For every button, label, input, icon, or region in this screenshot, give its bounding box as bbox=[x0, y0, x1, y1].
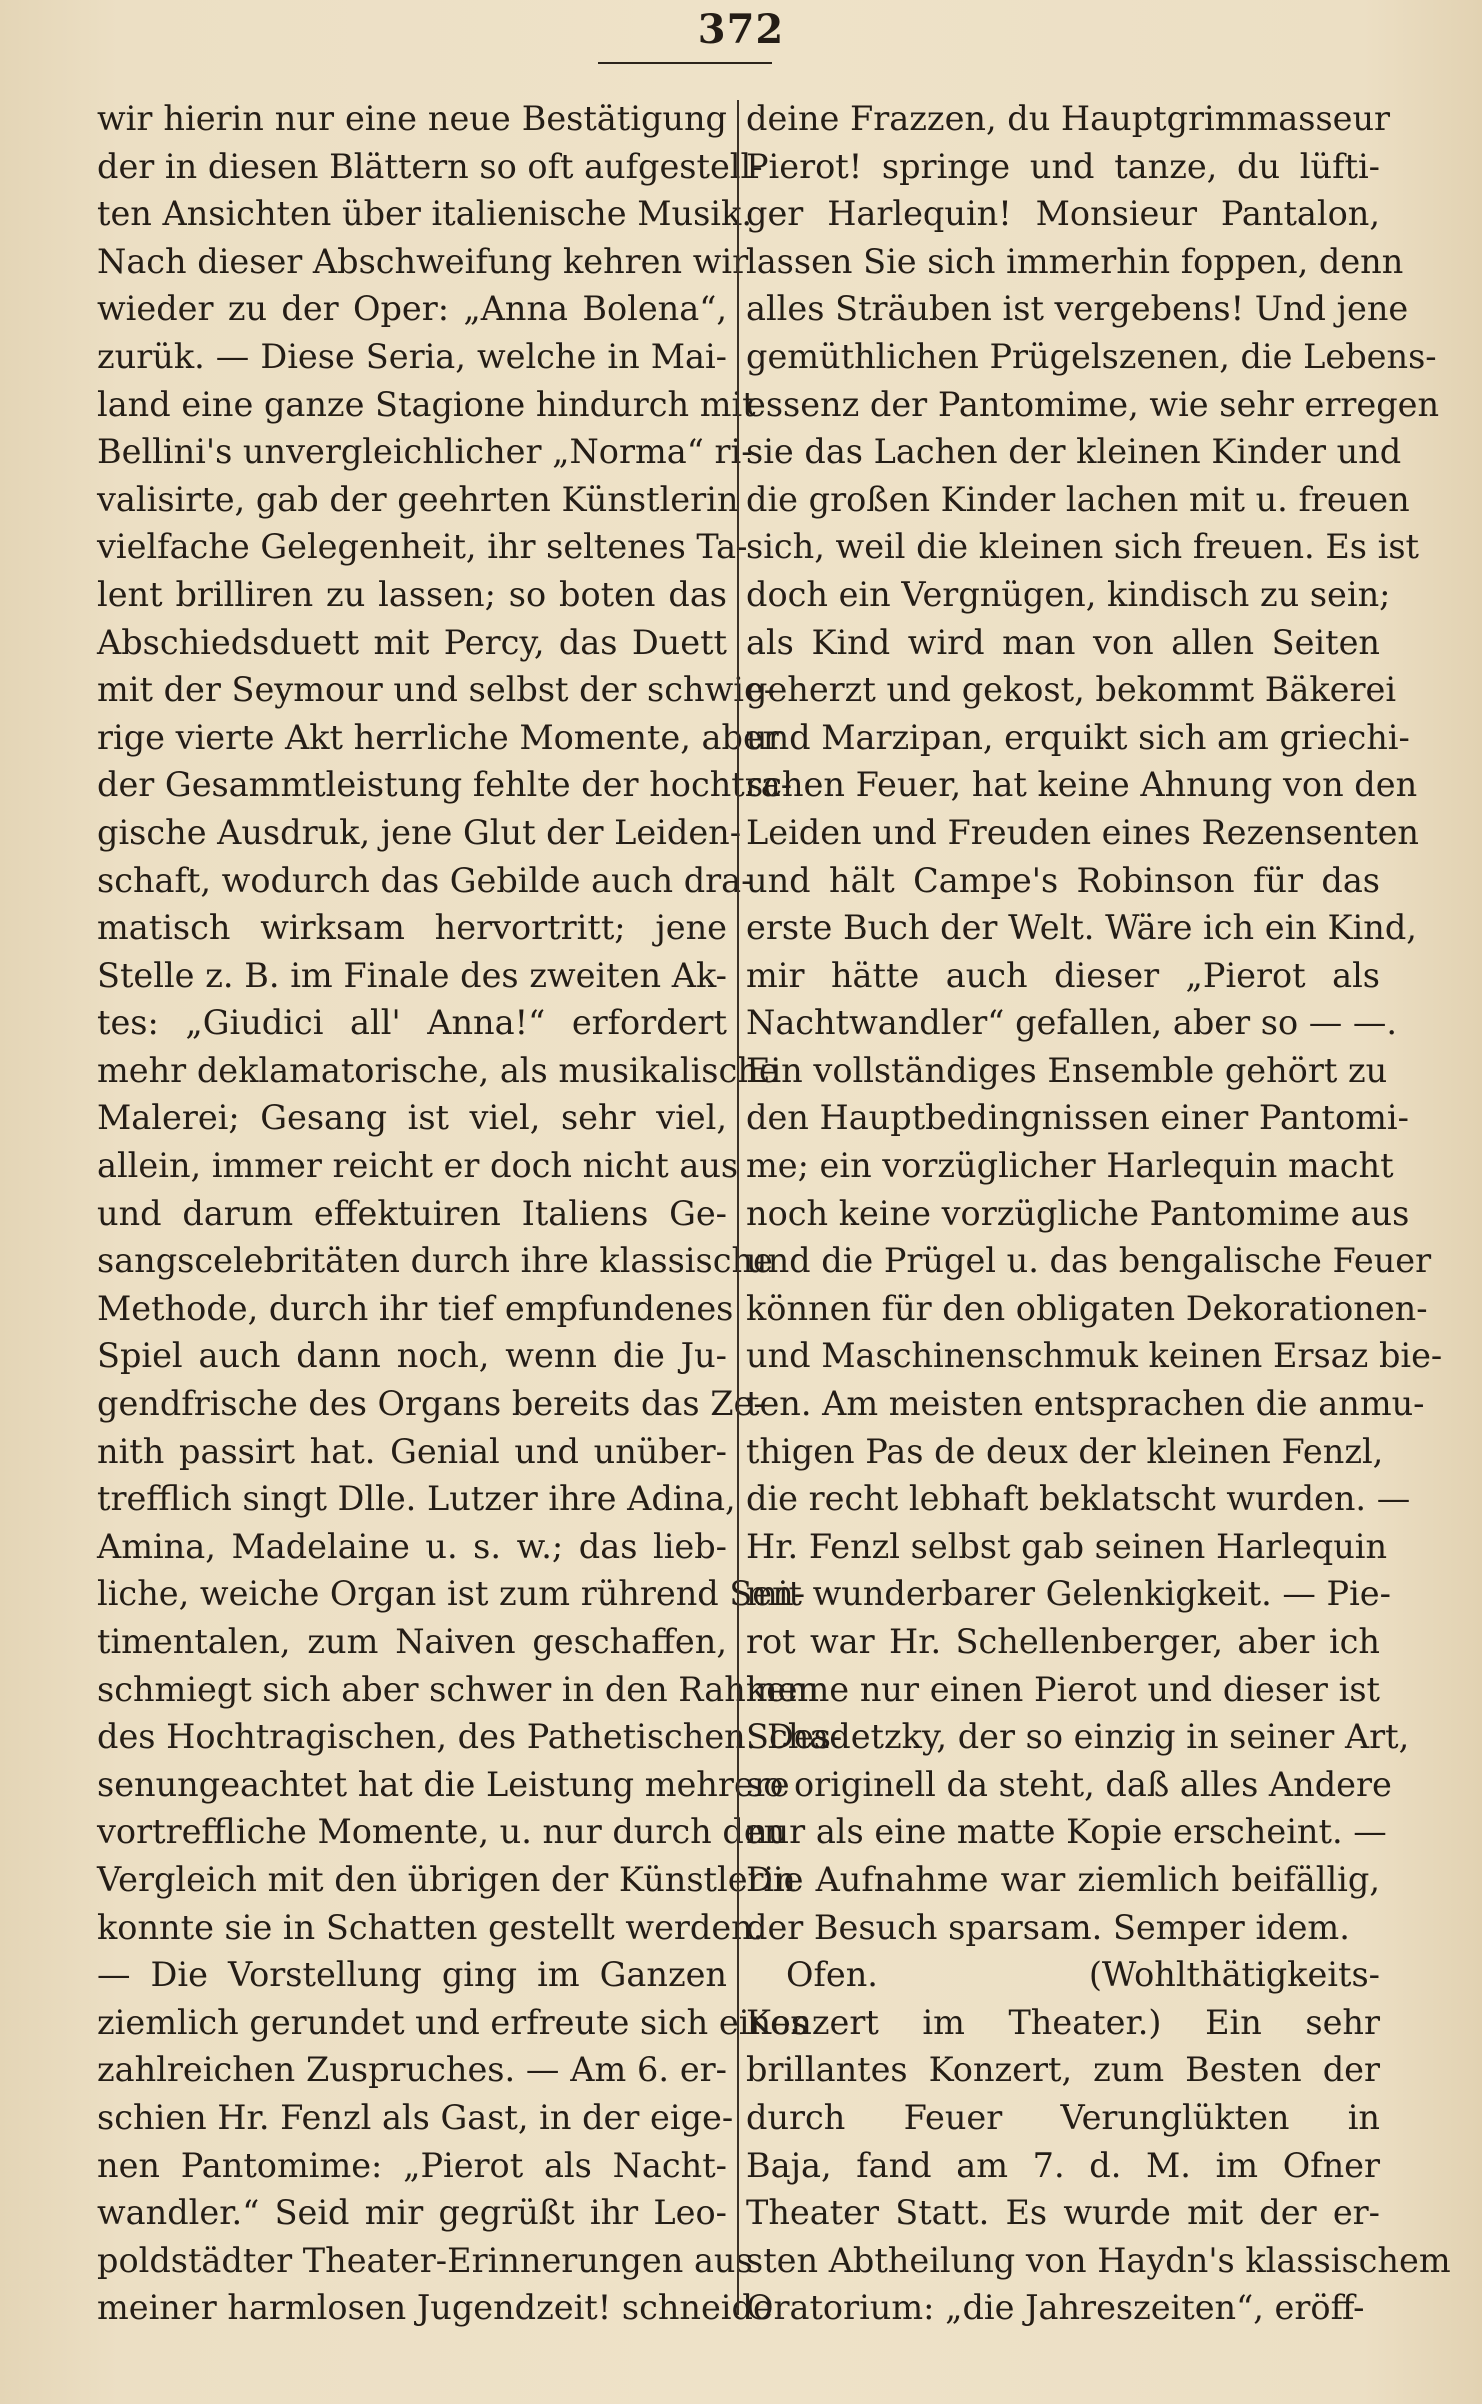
text-line: Stelle z. B. im Finale des zweiten Ak- bbox=[97, 955, 727, 995]
text-line: des Hochtragischen, des Pathetischen. Des- bbox=[97, 1717, 843, 1757]
text-line: Pierot! springe und tanze, du lüfti- bbox=[746, 146, 1380, 186]
text-line: durch Feuer Verunglükten in bbox=[746, 2097, 1380, 2137]
text-line: sich, weil die kleinen sich freuen. Es ist bbox=[746, 527, 1419, 567]
text-line: schen Feuer, hat keine Ahnung von den bbox=[746, 765, 1418, 805]
text-line: Ein vollständiges Ensemble gehört zu bbox=[746, 1050, 1388, 1090]
text-line: lassen Sie sich immerhin foppen, denn bbox=[746, 241, 1404, 281]
text-line: kenne nur einen Pierot und dieser ist bbox=[746, 1669, 1380, 1709]
text-line: Ofen. (Wohlthätigkeits- bbox=[786, 1955, 1380, 1995]
text-line: geherzt und gekost, bekommt Bäkerei bbox=[746, 670, 1397, 710]
left-column bbox=[97, 95, 843, 2332]
text-line: vortreffliche Momente, u. nur durch den bbox=[97, 1812, 786, 1852]
text-line: doch ein Vergnügen, kindisch zu sein; bbox=[746, 574, 1391, 614]
text-line: me; ein vorzüglicher Harlequin macht bbox=[746, 1146, 1394, 1186]
text-line: ten. Am meisten entsprachen die anmu- bbox=[746, 1384, 1425, 1424]
text-line: sangscelebritäten durch ihre klassische bbox=[97, 1241, 773, 1281]
text-line: rot war Hr. Schellenberger, aber ich bbox=[746, 1622, 1380, 1661]
text-line: Abschiedsduett mit Percy, das Duett bbox=[97, 622, 727, 662]
text-line: so originell da steht, daß alles Andere bbox=[746, 1764, 1392, 1804]
text-line: und Maschinenschmuk keinen Ersaz bie- bbox=[746, 1336, 1443, 1376]
text-line: vielfache Gelegenheit, ihr seltenes Ta- bbox=[97, 527, 748, 567]
text-line: Methode, durch ihr tief empfundenes bbox=[97, 1288, 734, 1328]
text-line: rige vierte Akt herrliche Momente, aber bbox=[97, 717, 779, 757]
text-line: Bellini's unvergleichlicher „Norma“ ri- bbox=[97, 432, 753, 472]
text-line: Amina, Madelaine u. s. w.; das lieb- bbox=[97, 1526, 727, 1566]
text-line: allein, immer reicht er doch nicht aus bbox=[97, 1146, 739, 1186]
text-line: konnte sie in Schatten gestellt werden. bbox=[97, 1907, 764, 1947]
text-line: der in diesen Blättern so oft aufgestell- bbox=[97, 146, 763, 186]
text-line: Malerei; Gesang ist viel, sehr viel, bbox=[97, 1098, 727, 1138]
text-line: sie das Lachen der kleinen Kinder und bbox=[746, 432, 1402, 472]
text-line: gendfrische des Organs bereits das Ze- bbox=[97, 1384, 765, 1424]
text-line: und darum effektuiren Italiens Ge- bbox=[97, 1193, 727, 1233]
text-line: schmiegt sich aber schwer in den Rahmen bbox=[97, 1669, 820, 1709]
text-line: lent brilliren zu lassen; so boten das bbox=[97, 574, 727, 614]
text-line: Vergleich mit den übrigen der Künstlerin bbox=[97, 1859, 796, 1899]
text-line: wir hierin nur eine neue Bestätigung bbox=[97, 99, 727, 138]
text-line: meiner harmlosen Jugendzeit! schneide bbox=[97, 2288, 773, 2328]
text-line: gische Ausdruk, jene Glut der Leiden- bbox=[97, 812, 742, 852]
text-line: sten Abtheilung von Haydn's klassischem bbox=[746, 2240, 1451, 2280]
text-line: nen Pantomime: „Pierot als Nacht- bbox=[97, 2145, 727, 2185]
text-line: ten Ansichten über italienische Musik. bbox=[97, 194, 752, 234]
text-line: nur als eine matte Kopie erscheint. — bbox=[746, 1812, 1387, 1852]
text-line: den Hauptbedingnissen einer Pantomi- bbox=[746, 1098, 1409, 1138]
text-line: gemüthlichen Prügelszenen, die Lebens- bbox=[746, 336, 1437, 376]
text-line: poldstädter Theater-Erinnerungen aus bbox=[97, 2240, 753, 2280]
text-line: alles Sträuben ist vergebens! Und jene bbox=[746, 289, 1409, 329]
text-line: thigen Pas de deux der kleinen Fenzl, bbox=[746, 1431, 1384, 1471]
text-line: Konzert im Theater.) Ein sehr bbox=[746, 2002, 1380, 2042]
column-divider bbox=[737, 100, 739, 2315]
text-line: land eine ganze Stagione hindurch mit bbox=[97, 384, 756, 424]
text-line: Hr. Fenzl selbst gab seinen Harlequin bbox=[746, 1526, 1388, 1566]
text-line: nith passirt hat. Genial und unüber- bbox=[97, 1431, 727, 1471]
text-line: als Kind wird man von allen Seiten bbox=[746, 622, 1380, 662]
text-line: schien Hr. Fenzl als Gast, in der eige- bbox=[97, 2097, 734, 2137]
text-line: Baja, fand am 7. d. M. im Ofner bbox=[746, 2145, 1380, 2185]
text-line: mit der Seymour und selbst der schwie- bbox=[97, 670, 776, 710]
text-line: trefflich singt Dlle. Lutzer ihre Adina, bbox=[97, 1479, 736, 1519]
text-line: ger Harlequin! Monsieur Pantalon, bbox=[746, 194, 1380, 234]
text-line: matisch wirksam hervortritt; jene bbox=[97, 908, 727, 948]
text-line: Schadetzky, der so einzig in seiner Art, bbox=[746, 1717, 1410, 1757]
text-line: zurük. — Diese Seria, welche in Mai- bbox=[97, 336, 727, 376]
text-line: wandler.“ Seid mir gegrüßt ihr Leo- bbox=[97, 2193, 727, 2233]
text-line: Nachtwandler“ gefallen, aber so — —. bbox=[746, 1003, 1398, 1043]
text-line: timentalen, zum Naiven geschaffen, bbox=[97, 1622, 727, 1661]
text-line: mit wunderbarer Gelenkigkeit. — Pie- bbox=[746, 1574, 1391, 1614]
text-line: und Marzipan, erquikt sich am griechi- bbox=[746, 717, 1410, 757]
right-column bbox=[746, 95, 1451, 2332]
text-line: — Die Vorstellung ging im Ganzen bbox=[97, 1955, 727, 1995]
text-line: wieder zu der Oper: „Anna Bolena“, bbox=[97, 289, 727, 329]
text-line: schaft, wodurch das Gebilde auch dra- bbox=[97, 860, 753, 900]
text-line: tes: „Giudici all' Anna!“ erfordert bbox=[97, 1003, 727, 1043]
text-line: können für den obligaten Dekorationen- bbox=[746, 1288, 1428, 1328]
text-line: der Gesammtleistung fehlte der hochtra- bbox=[97, 765, 793, 805]
text-line: senungeachtet hat die Leistung mehrere bbox=[97, 1764, 790, 1804]
text-line: Nach dieser Abschweifung kehren wir bbox=[97, 241, 749, 281]
text-line: Leiden und Freuden eines Rezensenten bbox=[746, 812, 1420, 852]
text-line: deine Frazzen, du Hauptgrimmasseur bbox=[746, 99, 1391, 138]
text-line: liche, weiche Organ ist zum rührend Sen- bbox=[97, 1574, 806, 1614]
page-number: 372 bbox=[697, 6, 785, 53]
text-line: zahlreichen Zuspruches. — Am 6. er- bbox=[97, 2050, 727, 2090]
text-line: Theater Statt. Es wurde mit der er- bbox=[746, 2193, 1380, 2233]
text-line: Spiel auch dann noch, wenn die Ju- bbox=[97, 1336, 727, 1376]
text-line: die großen Kinder lachen mit u. freuen bbox=[746, 479, 1410, 519]
text-line: noch keine vorzügliche Pantomime aus bbox=[746, 1193, 1410, 1233]
text-line: brillantes Konzert, zum Besten der bbox=[746, 2050, 1380, 2090]
text-line: Oratorium: „die Jahreszeiten“, eröff- bbox=[746, 2288, 1365, 2328]
text-line: und die Prügel u. das bengalische Feuer bbox=[746, 1241, 1432, 1281]
text-line: und hält Campe's Robinson für das bbox=[746, 860, 1380, 900]
text-line: die recht lebhaft beklatscht wurden. — bbox=[746, 1479, 1411, 1519]
text-line: essenz der Pantomime, wie sehr erregen bbox=[746, 384, 1440, 424]
text-line: mehr deklamatorische, als musikalische bbox=[97, 1050, 779, 1090]
text-line: der Besuch sparsam. Semper idem. bbox=[746, 1907, 1350, 1947]
text-line: Die Aufnahme war ziemlich beifällig, bbox=[746, 1859, 1380, 1899]
header-rule bbox=[598, 62, 772, 64]
text-line: valisirte, gab der geehrten Künstlerin bbox=[97, 479, 739, 519]
text-line: erste Buch der Welt. Wäre ich ein Kind, bbox=[746, 908, 1417, 948]
text-line: ziemlich gerundet und erfreute sich eines bbox=[97, 2002, 809, 2042]
text-line: mir hätte auch dieser „Pierot als bbox=[746, 955, 1380, 995]
